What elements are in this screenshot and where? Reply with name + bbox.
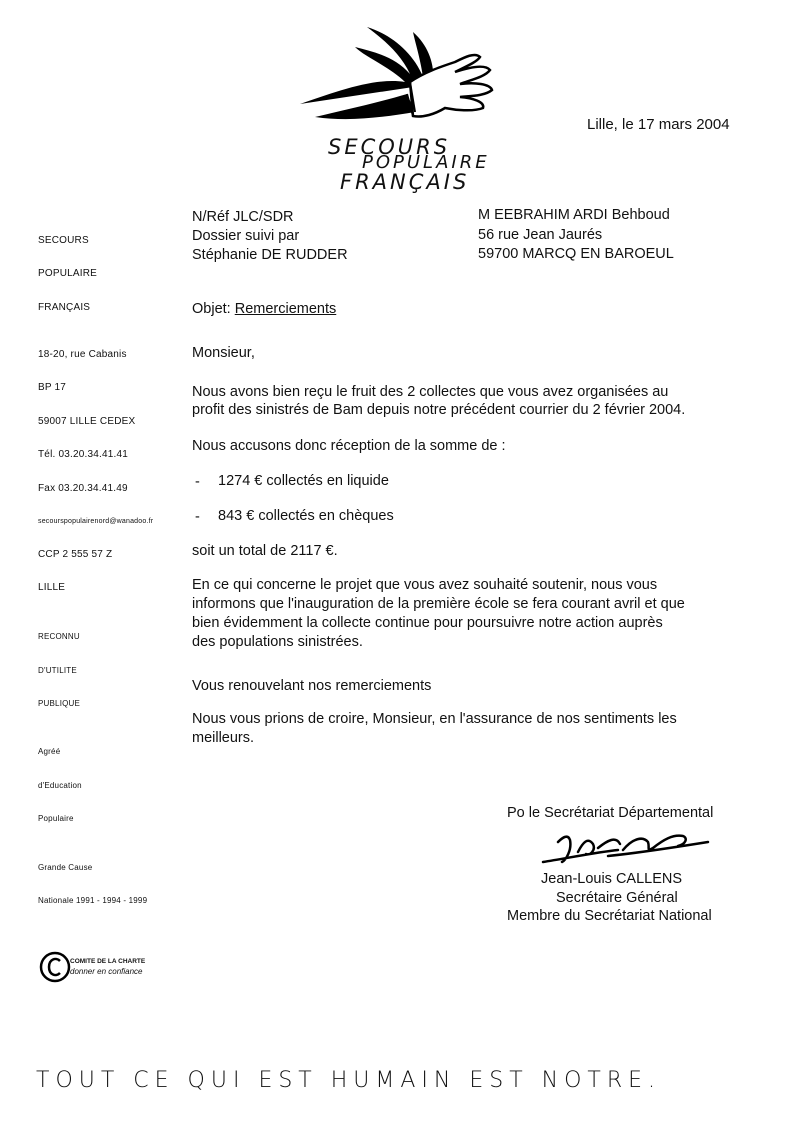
sidebar-recognition-line3: PUBLIQUE bbox=[38, 699, 81, 708]
sidebar-fax: Fax 03.20.34.41.49 bbox=[38, 483, 128, 494]
body-p2: Nous accusons donc réception de la somme de : bbox=[192, 438, 506, 454]
handwritten-signature bbox=[538, 822, 718, 872]
charter-label-line1: COMITE DE LA CHARTE bbox=[70, 958, 146, 965]
body-p1-line2: profit des sinistrés de Bam depuis notre précédent courrier du 2 février 2004. bbox=[192, 402, 686, 418]
sidebar-email: secourspopulairenord@wanadoo.fr bbox=[38, 518, 154, 525]
sidebar-approval-line3: Populaire bbox=[38, 814, 74, 823]
logo-text-line3: FRANÇAIS bbox=[340, 170, 470, 194]
sidebar-ccp-city: LILLE bbox=[38, 582, 66, 593]
subject-label: Objet: bbox=[192, 301, 231, 317]
sidebar-cause-line2: Nationale 1991 - 1994 - 1999 bbox=[38, 896, 148, 905]
body-p3-line4: des populations sinistrées. bbox=[192, 634, 363, 650]
date-line: Lille, le 17 mars 2004 bbox=[587, 116, 730, 133]
body-p5-line1: Nous vous prions de croire, Monsieur, en l'assurance de nos sentiments les bbox=[192, 711, 677, 727]
body-p1-line1: Nous avons bien reçu le fruit des 2 collectes que vous avez organisées au bbox=[192, 384, 669, 400]
body-total: soit un total de 2117 €. bbox=[192, 543, 338, 559]
footer-motto: TOUT CE QUI EST HUMAIN EST NOTRE. bbox=[36, 1068, 662, 1093]
charter-label-line2: donner en confiance bbox=[70, 967, 143, 976]
reference-contact-name: Stéphanie DE RUDDER bbox=[192, 247, 348, 263]
sidebar-cause-line1: Grande Cause bbox=[38, 863, 93, 872]
subject-value: Remerciements bbox=[234, 301, 337, 317]
sidebar-approval-line1: Agréé bbox=[38, 747, 61, 756]
sidebar-street: 18-20, rue Cabanis bbox=[38, 349, 127, 360]
recipient-city: 59700 MARCQ EN BAROEUL bbox=[478, 246, 674, 262]
logo-text-line1: SECOURS bbox=[328, 135, 451, 159]
sidebar-recognition-line1: RECONNU bbox=[38, 632, 80, 641]
sidebar-org-line3: FRANÇAIS bbox=[38, 302, 91, 313]
list-item-1: 1274 € collectés en liquide bbox=[218, 473, 389, 489]
sidebar-tel: Tél. 03.20.34.41.41 bbox=[38, 449, 128, 460]
reference-followed-by: Dossier suivi par bbox=[192, 228, 300, 244]
charter-c-icon bbox=[38, 950, 72, 984]
list-bullet-2: - bbox=[195, 509, 200, 525]
body-p3-line1: En ce qui concerne le projet que vous avez souhaité soutenir, nous vous bbox=[192, 577, 658, 593]
subject-line bbox=[192, 300, 336, 318]
body-p4: Vous renouvelant nos remerciements bbox=[192, 678, 432, 694]
signature-name: Jean-Louis CALLENS bbox=[541, 871, 683, 887]
signature-title: Secrétaire Général bbox=[556, 890, 678, 906]
list-item-2: 843 € collectés en chèques bbox=[218, 508, 394, 524]
signature-role: Membre du Secrétariat National bbox=[507, 908, 712, 924]
recipient-street: 56 rue Jean Jaurés bbox=[478, 227, 603, 243]
logo-winged-hand-icon bbox=[295, 22, 505, 137]
body-p3-line3: bien évidemment la collecte continue pour poursuivre notre action auprès bbox=[192, 615, 663, 631]
reference-code: N/Réf JLC/SDR bbox=[192, 209, 294, 225]
sidebar-org-line1: SECOURS bbox=[38, 235, 89, 246]
sidebar-postal: 59007 LILLE CEDEX bbox=[38, 416, 136, 427]
charter-logo bbox=[38, 950, 178, 986]
sidebar-ccp: CCP 2 555 57 Z bbox=[38, 549, 113, 560]
salutation: Monsieur, bbox=[192, 345, 255, 361]
sidebar-bp: BP 17 bbox=[38, 382, 67, 393]
sidebar-approval-line2: d'Education bbox=[38, 781, 82, 790]
body-p3-line2: informons que l'inauguration de la première école se fera courant avril et que bbox=[192, 596, 685, 612]
list-bullet-1: - bbox=[195, 474, 200, 490]
logo-text-line2: POPULAIRE bbox=[362, 152, 490, 173]
sidebar-org-line2: POPULAIRE bbox=[38, 268, 98, 279]
body-p5-line2: meilleurs. bbox=[192, 730, 255, 746]
sidebar-recognition-line2: D'UTILITE bbox=[38, 666, 77, 675]
recipient-name: M EEBRAHIM ARDI Behboud bbox=[478, 207, 670, 223]
signature-for-line: Po le Secrétariat Départemental bbox=[507, 805, 714, 821]
